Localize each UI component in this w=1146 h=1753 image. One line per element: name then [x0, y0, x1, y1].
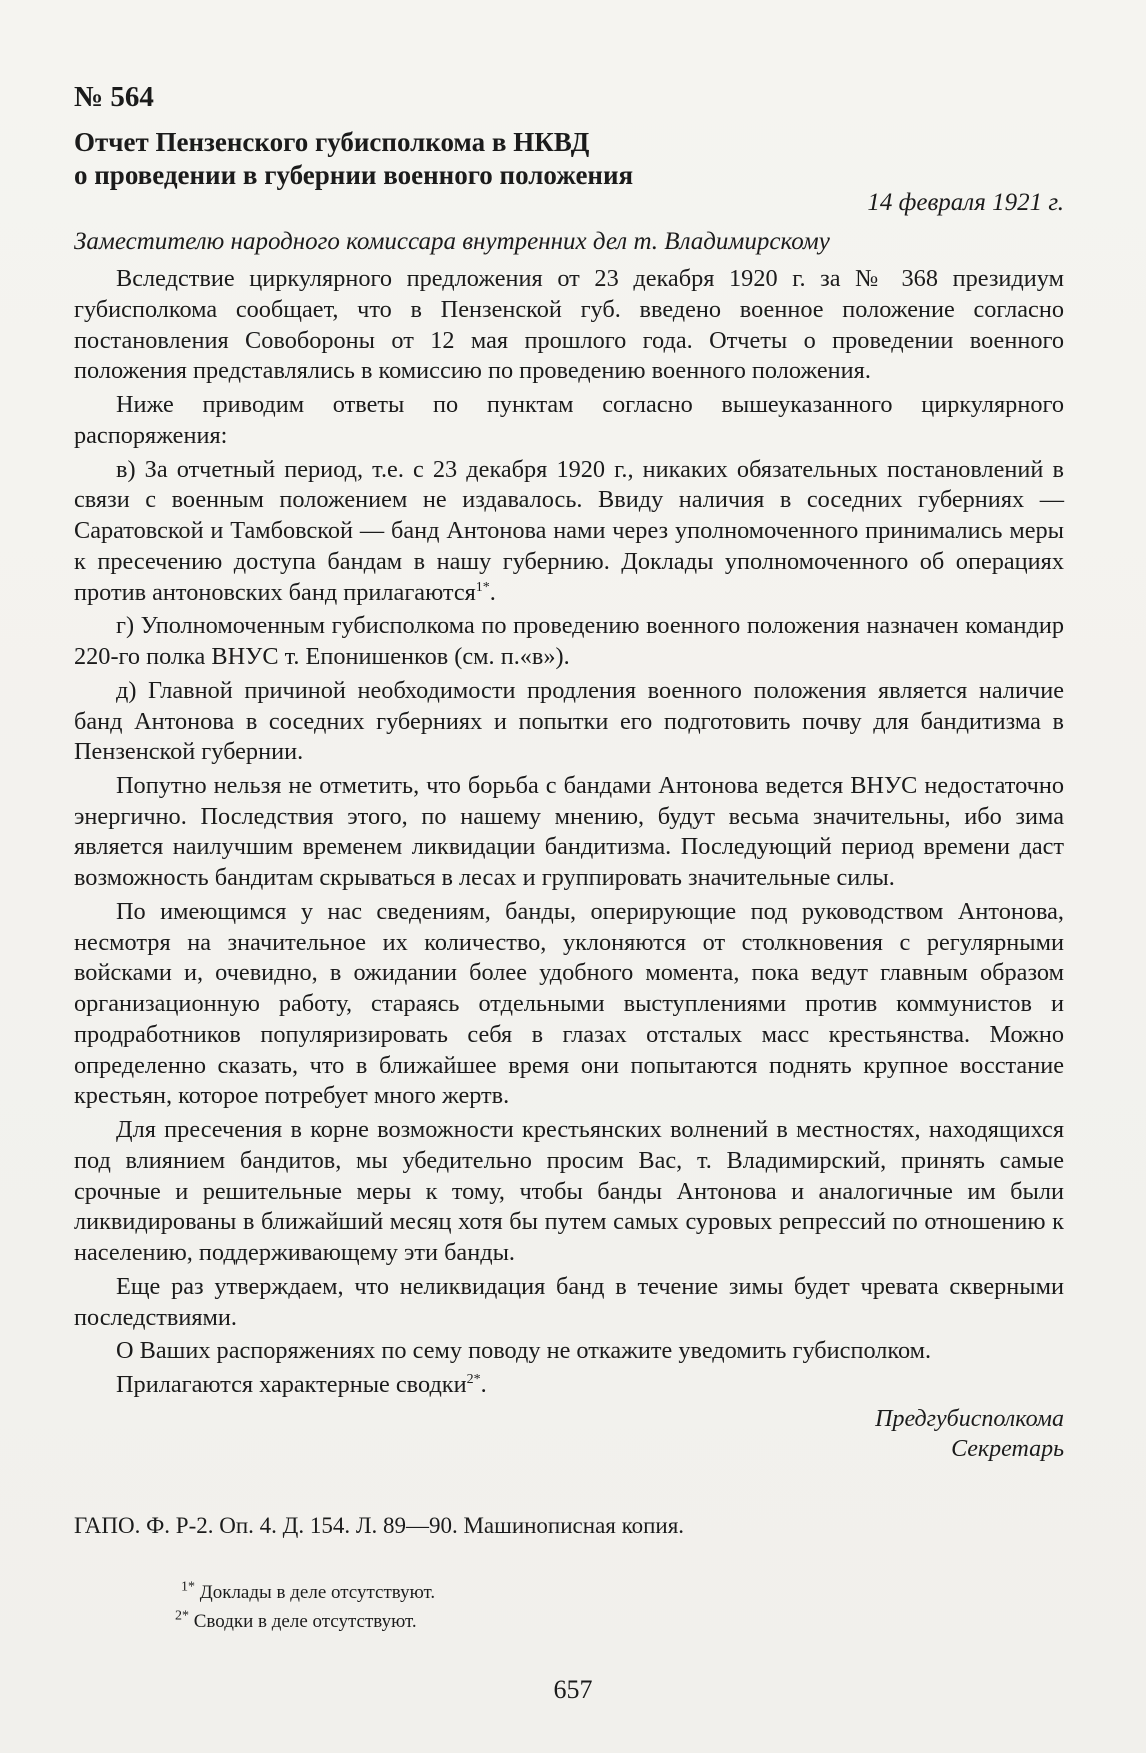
paragraph	[74, 1115, 1064, 1269]
page-number: 657	[553, 1675, 593, 1704]
paragraph-text: Попутно нельзя не отметить, что борьба с бандами Антонова ведется ВНУС недостаточно энергично. Последствия этого, по нашему мнению, будут весьма значительны, ибо зима является наилучшим временем ликвидации бандитизма. Последующий период времени даст возможность бандитам скрываться в лесах и группировать значительные силы.	[74, 772, 1064, 892]
footnotes	[175, 1578, 436, 1637]
footnote-text: Доклады в деле отсутствуют.	[195, 1582, 436, 1603]
paragraph	[74, 676, 1064, 768]
paragraph-text: По имеющимся у нас сведениям, банды, оперирующие под руководством Антонова, несмотря на значительное их количество, уклоняются от столкновения с регулярными войсками и, очевидно, в ожидании более удобного момента, пока ведут главным образом организационную работу, стараясь отдельными выступлениями против коммунистов и продработников популяризировать себя в глазах отсталых масс крестьянства. Можно определенно сказать, что в ближайшее время они попытаются поднять крупное восстание крестьян, которое потребует много жертв.	[74, 897, 1064, 1110]
paragraph	[74, 897, 1064, 1112]
paragraph-text: Вследствие циркулярного предложения от 23 декабря 1920 г. за № 368 президиум губисполкома сообщает, что в Пензенской губ. введено военное положение согласно постановления Совобороны от 12 мая прошлого года. Отчеты о проведении военного положения представлялись в комиссию по проведению военного положения.	[74, 265, 1064, 385]
paragraph-list	[74, 264, 1064, 1400]
footnote	[181, 1578, 435, 1607]
paragraph	[74, 1370, 1064, 1401]
document-date: 14 февраля 1921 г.	[867, 188, 1064, 216]
paragraph-text: Прилагаются характерные сводки	[116, 1370, 467, 1398]
paragraph	[74, 455, 1064, 609]
footnote-text: Сводки в деле отсутствуют.	[189, 1611, 417, 1633]
paragraph-text: Еще раз утверждаем, что неликвидация банд в течение зимы будет чревата скверными последствиями.	[74, 1272, 1064, 1331]
archival-source: ГАПО. Ф. Р-2. Оп. 4. Д. 154. Л. 89—90. Машинописная копия.	[74, 1513, 685, 1538]
paragraph	[74, 1336, 1064, 1367]
paragraph-text: О Ваших распоряжениях по сему поводу не откажите уведомить губисполком.	[116, 1337, 932, 1365]
document-title	[74, 126, 1064, 192]
paragraph	[74, 771, 1064, 894]
footnote-reference: 1*	[475, 579, 490, 595]
signature-secretary: Секретарь	[951, 1436, 1064, 1463]
document-title-line-2: о проведении в губернии военного положения	[74, 159, 634, 190]
paragraph-text: г) Уполномоченным губисполкома по проведению военного положения назначен командир 220-го полка ВНУС т. Епонишенков (см. п.«в»).	[74, 612, 1064, 671]
paragraph	[74, 1272, 1064, 1333]
document-number: № 564	[74, 81, 154, 113]
footnote-mark: 1*	[181, 1579, 195, 1595]
document-body	[74, 82, 1064, 1465]
paragraph-text: Для пресечения в корне возможности крестьянских волнений в местностях, находящихся под влиянием бандитов, мы убедительно просим Вас, т. Владимирский, принять самые срочные и решительные меры к тому, чтобы банды Антонова и аналогичные им были ликвидированы в ближайший месяц хотя бы путем самых суровых репрессий по отношению к населению, поддерживающему эти банды.	[74, 1116, 1064, 1267]
footnote-reference: 2*	[466, 1371, 481, 1387]
footnote-mark: 2*	[175, 1609, 189, 1625]
paragraph	[74, 264, 1064, 387]
paragraph-text: д) Главной причиной необходимости продления военного положения является наличие банд Антонова в соседних губерниях и попытки его подготовить почву для бандитизма в Пензенской губернии.	[74, 676, 1064, 766]
signature-chairman: Предгубисполкома	[875, 1405, 1064, 1432]
document-title-line-1: Отчет Пензенского губисполкома в НКВД	[74, 126, 590, 157]
paragraph-text: в) За отчетный период, т.е. с 23 декабря 1920 г., никаких обязательных постановлений в связи с военным положением не издавалось. Ввиду наличия в соседних губерниях — Саратовской и Тамбовской — банд Антонова нами через уполномоченного принимались меры к пресечению доступа бандам в нашу губернию. Доклады уполномоченного об операциях против антоновских банд прилагаются	[74, 455, 1064, 606]
paragraph-text: Ниже приводим ответы по пунктам согласно вышеуказанного циркулярного распоряжения:	[74, 391, 1064, 449]
signature-block	[74, 1404, 1064, 1465]
footnote	[175, 1607, 435, 1636]
paragraph	[74, 390, 1064, 451]
paragraph-end-punctuation: .	[489, 578, 496, 606]
paragraph	[74, 611, 1064, 672]
paragraph-end-punctuation: .	[480, 1370, 487, 1398]
addressee: Заместителю народного комиссара внутренних дел т. Владимирскому	[74, 227, 830, 255]
